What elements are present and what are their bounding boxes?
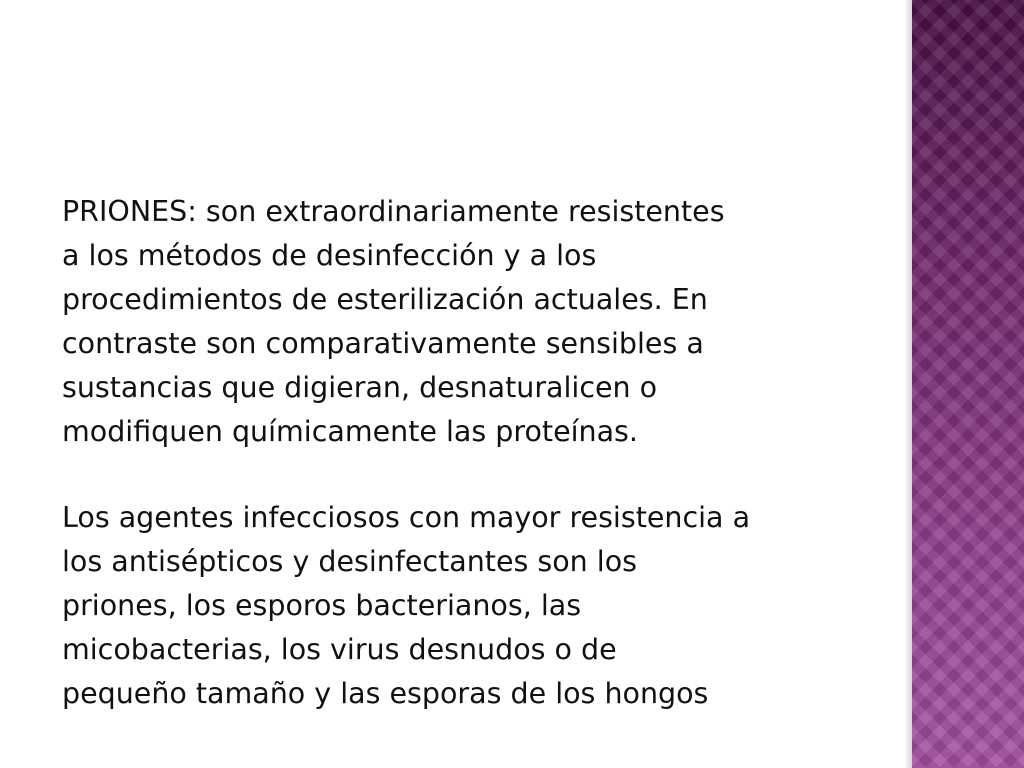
decorative-side-band <box>912 0 1024 768</box>
paragraph-priones: PRIONES: son extraordinariamente resistentes a los métodos de desinfección y a los procedimientos de esterilización actuales. En contraste son comparativamente sensibles a sustancias que digieran, desnaturalicen o modifiquen químicamente las proteínas. <box>62 195 725 448</box>
paragraph-agentes-infecciosos: Los agentes infecciosos con mayor resistencia a los antisépticos y desinfectantes son los priones, los esporos bacterianos, las micobacterias, los virus desnudos o de pequeño tamaño y las esporas de los hongos <box>62 501 751 710</box>
slide-body <box>62 190 882 716</box>
